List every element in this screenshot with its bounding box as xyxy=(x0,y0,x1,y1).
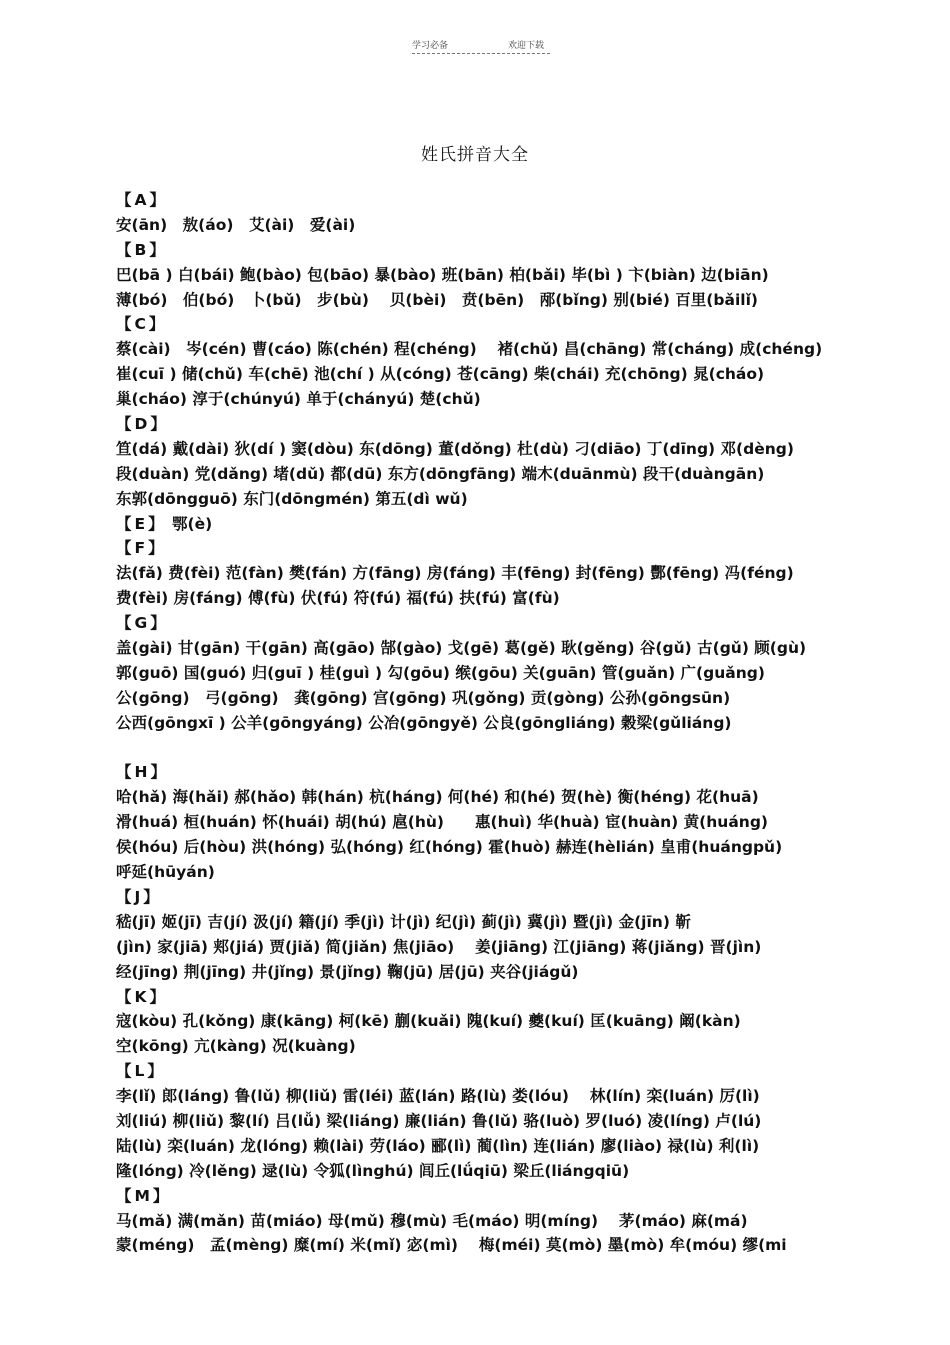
list-line: 滑(huá) 桓(huán) 怀(huái) 胡(hú) 扈(hù) 惠(huì) 华(huà) 宦(huàn) 黄(huáng) xyxy=(116,813,768,832)
list-line: 薄(bó) 伯(bó) 卜(bǔ) 步(bù) 贝(bèi) 贲(bēn) 邴(bǐng) 别(bié) 百里(bǎilǐ) xyxy=(116,290,758,309)
list-line: 空(kōng) 亢(kàng) 况(kuàng) xyxy=(116,1037,356,1056)
list-line: 巴(bā ) 白(bái) 鲍(bào) 包(bāo) 暴(bào) 班(bān) 柏(bǎi) 毕(bì ) 卞(biàn) 边(biān) xyxy=(116,265,769,284)
list-line: 段(duàn) 党(dǎng) 堵(dǔ) 都(dū) 东方(dōngfāng) 端木(duānmù) 段干(duàngān) xyxy=(116,464,765,483)
header-right-text: 欢迎下载 xyxy=(508,41,545,51)
list-line: (jìn) 家(jiā) 郏(jiá) 贾(jiǎ) 简(jiǎn) 焦(jiāo) 姜(jiāng) 江(jiāng) 蒋(jiǎng) 晋(jìn) xyxy=(116,937,762,956)
list-line: 蒙(méng) 孟(mèng) 糜(mí) 米(mǐ) 宓(mì) 梅(méi) 莫(mò) 墨(mò) 牟(móu) 缪(mi xyxy=(116,1236,787,1255)
section-heading-l: 【L】 xyxy=(116,1062,166,1081)
section-heading-h: 【H】 xyxy=(116,763,169,782)
list-line: 崔(cuī ) 储(chǔ) 车(chē) 池(chí ) 从(cóng) 苍(cāng) 柴(chái) 充(chōng) 晁(cháo) xyxy=(116,365,765,384)
list-line: 郭(guō) 国(guó) 归(guī ) 桂(guì ) 勾(gōu) 缑(gōu) 关(guān) 管(guǎn) 广(guǎng) xyxy=(116,663,765,682)
section-heading-e: 【E】 xyxy=(116,514,167,533)
list-line: 马(mǎ) 满(mǎn) 苗(miáo) 母(mǔ) 穆(mù) 毛(máo) 明(míng) 茅(máo) 麻(má) xyxy=(116,1211,748,1230)
list-line: 经(jīng) 荆(jīng) 井(jǐng) 景(jǐng) 鞠(jū) 居(jū) 夹谷(jiágǔ) xyxy=(116,962,579,981)
section-heading-j: 【J】 xyxy=(116,887,162,906)
section-heading-k: 【K】 xyxy=(116,987,169,1006)
list-line: 费(fèi) 房(fáng) 傅(fù) 伏(fú) 符(fú) 福(fú) 扶(fú) 富(fù) xyxy=(116,589,560,608)
list-line: 法(fǎ) 费(fèi) 范(fàn) 樊(fán) 方(fāng) 房(fáng) 丰(fēng) 封(fēng) 酆(fēng) 冯(féng) xyxy=(116,564,794,583)
section-e-row xyxy=(116,512,916,537)
list-line: 蔡(cài) 岑(cén) 曹(cáo) 陈(chén) 程(chéng) 褚(chǔ) 昌(chāng) 常(cháng) 成(chéng) xyxy=(116,340,823,359)
section-heading-g: 【G】 xyxy=(116,614,169,633)
list-line: 李(lǐ) 郎(láng) 鲁(lǔ) 柳(liǔ) 雷(léi) 蓝(lán) 路(lù) 娄(lóu) 林(lín) 栾(luán) 厉(lì) xyxy=(116,1087,760,1106)
section-heading-a: 【A】 xyxy=(116,191,168,209)
list-line: 安(ān) 敖(áo) 艾(ài) 爱(ài) xyxy=(116,215,356,234)
section-spacer xyxy=(116,736,916,761)
list-line: 笪(dá) 戴(dài) 狄(dí ) 窦(dòu) 东(dōng) 董(dǒng) 杜(dù) 刁(diāo) 丁(dīng) 邓(dèng) xyxy=(116,439,794,458)
surname-list xyxy=(116,188,916,1258)
header-left-text: 学习必备 xyxy=(412,41,449,51)
list-line: 巢(cháo) 淳于(chúnyú) 单于(chányú) 楚(chǔ) xyxy=(116,390,481,409)
list-line: 哈(hǎ) 海(hǎi) 郝(hǎo) 韩(hán) 杭(háng) 何(hé) 和(hé) 贺(hè) 衡(héng) 花(huā) xyxy=(116,788,759,807)
header-divider xyxy=(412,53,550,54)
section-heading-d: 【D】 xyxy=(116,415,169,434)
list-line: 侯(hóu) 后(hòu) 洪(hóng) 弘(hóng) 红(hóng) 霍(huò) 赫连(hèlián) 皇甫(huángpǔ) xyxy=(116,838,783,857)
list-line: 公西(gōngxī ) 公羊(gōngyáng) 公冶(gōngyě) 公良(gōngliáng) 穀梁(gǔliáng) xyxy=(116,713,732,732)
section-heading-m: 【M】 xyxy=(116,1186,172,1205)
list-line: 刘(liú) 柳(liǔ) 黎(lí) 吕(lǚ) 梁(liáng) 廉(lián) 鲁(lǔ) 骆(luò) 罗(luó) 凌(líng) 卢(lú) xyxy=(116,1111,762,1130)
list-line: 呼延(hūyán) xyxy=(116,863,215,882)
list-line: 寇(kòu) 孔(kǒng) 康(kāng) 柯(kē) 蒯(kuǎi) 隗(kuí) 夔(kuí) 匡(kuāng) 阚(kàn) xyxy=(116,1012,741,1031)
list-line: 隆(lóng) 冷(lěng) 逯(lù) 令狐(lìnghú) 闾丘(lǘqiū) 梁丘(liángqiū) xyxy=(116,1161,630,1180)
section-heading-c: 【C】 xyxy=(116,315,168,334)
section-heading-f: 【F】 xyxy=(116,539,167,558)
section-heading-b: 【B】 xyxy=(116,240,168,259)
list-line: 东郭(dōngguō) 东门(dōngmén) 第五(dì wǔ) xyxy=(116,489,468,508)
list-line: 陆(lù) 栾(luán) 龙(lóng) 赖(lài) 劳(láo) 郦(lì) 蔺(lìn) 连(lián) 廖(liào) 禄(lù) 利(lì) xyxy=(116,1136,760,1155)
list-line: 盖(gài) 甘(gān) 干(gān) 高(gāo) 郜(gào) 戈(gē) 葛(gě) 耿(gěng) 谷(gǔ) 古(gǔ) 顾(gù) xyxy=(116,639,807,658)
page-title: 姓氏拼音大全 xyxy=(421,145,529,165)
list-line: 鄂(è) xyxy=(172,514,213,533)
list-line: 公(gōng) 弓(gōng) 龚(gōng) 宫(gōng) 巩(gǒng) 贡(gòng) 公孙(gōngsūn) xyxy=(116,688,731,707)
list-line: 嵇(jī) 姬(jī) 吉(jí) 汲(jí) 籍(jí) 季(jì) 计(jì) 纪(jì) 蓟(jì) 冀(jì) 暨(jì) 金(jīn) 靳 xyxy=(116,912,691,931)
